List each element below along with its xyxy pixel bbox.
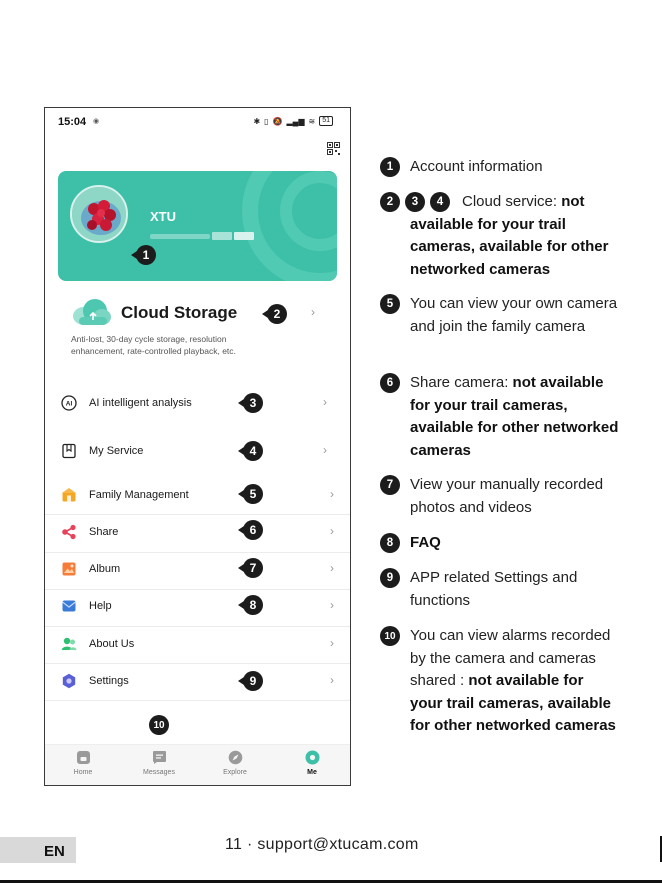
- chevron-right-icon: ›: [330, 636, 334, 650]
- help-icon: [61, 598, 77, 614]
- menu-label: Album: [89, 563, 121, 575]
- chevron-right-icon: ›: [330, 673, 334, 687]
- badge-6: 6: [243, 520, 263, 540]
- wifi-icon: ≋: [308, 116, 316, 126]
- messages-icon: [152, 750, 167, 765]
- nav-messages-label: Messages: [143, 769, 175, 776]
- menu-label: Help: [89, 600, 112, 612]
- chevron-right-icon: ›: [330, 487, 334, 501]
- status-time: 15:04: [58, 116, 87, 128]
- menu-label: AI intelligent analysis: [89, 397, 192, 409]
- explore-compass-icon: [228, 750, 243, 765]
- divider: [45, 626, 350, 627]
- nav-home-label: Home: [73, 769, 93, 776]
- legend-text: You can view your own camera and join the family camera: [410, 295, 618, 335]
- battery-icon: 51: [319, 116, 333, 126]
- legend-text: Cloud service: not available for your trail cameras, available for other networked cameras: [410, 193, 609, 278]
- share-icon: [61, 524, 77, 540]
- legend-badge: 3: [405, 192, 425, 212]
- legend-badge: 1: [380, 157, 400, 177]
- album-icon: [61, 561, 77, 577]
- menu-label: About Us: [89, 638, 135, 650]
- status-icons: [253, 116, 333, 126]
- menu-share[interactable]: [45, 517, 350, 547]
- cloud-storage-title[interactable]: Cloud Storage: [121, 303, 238, 322]
- nav-me[interactable]: [282, 750, 342, 776]
- legend-badge: 10: [380, 626, 400, 646]
- divider: [45, 552, 350, 553]
- about-icon: [61, 636, 77, 652]
- page-number-and-email: 11 · support@xtucam.com: [225, 836, 419, 853]
- legend-badge: 4: [430, 192, 450, 212]
- menu-label: Family Management: [89, 489, 189, 501]
- language-label: EN: [44, 843, 65, 860]
- nav-explore-label: Explore: [223, 769, 247, 776]
- chevron-right-icon: ›: [323, 395, 327, 409]
- account-card[interactable]: [58, 171, 337, 281]
- me-icon: [305, 750, 320, 765]
- legend-text: You can view alarms recorded by the camera and cameras shared : not available for your trail cameras, available for other networked cameras: [410, 627, 616, 734]
- cloud-storage-description: Anti-lost, 30-day cycle storage, resolution enhancement, rate-controlled playback, etc.: [71, 334, 236, 356]
- menu-family-management[interactable]: [45, 480, 350, 510]
- mute-icon: 🔕: [272, 116, 283, 126]
- menu-my-service[interactable]: [45, 436, 350, 466]
- bluetooth-icon: ✱: [253, 116, 261, 126]
- menu-label: My Service: [89, 445, 144, 457]
- menu-ai-analysis[interactable]: [45, 388, 350, 418]
- badge-9: 9: [243, 671, 263, 691]
- signal-icon: ▂▄▆: [286, 116, 305, 126]
- chevron-right-icon: ›: [330, 598, 334, 612]
- masked-account-id: [150, 231, 256, 241]
- svg-text:AI: AI: [65, 400, 73, 408]
- bookmark-icon: [61, 443, 77, 459]
- settings-gear-icon: [61, 673, 77, 689]
- divider: [45, 589, 350, 590]
- badge-5: 5: [243, 484, 263, 504]
- badge-8: 8: [243, 595, 263, 615]
- badge-10: 10: [149, 715, 169, 735]
- divider: [45, 700, 350, 701]
- menu-help[interactable]: [45, 591, 350, 621]
- legend-text: APP related Settings and functions: [410, 569, 578, 609]
- legend-text: View your manually recorded photos and videos: [410, 476, 604, 516]
- family-icon: [61, 487, 77, 503]
- chevron-right-icon: ›: [330, 524, 334, 538]
- legend-badge: 9: [380, 568, 400, 588]
- nav-home[interactable]: [53, 750, 113, 776]
- nav-messages[interactable]: [129, 750, 189, 776]
- avatar[interactable]: [70, 185, 128, 243]
- menu-label: Settings: [89, 675, 129, 687]
- legend-text: FAQ: [410, 534, 441, 551]
- legend-badge: 6: [380, 373, 400, 393]
- nav-me-label: Me: [307, 769, 317, 776]
- badge-2: 2: [267, 304, 287, 324]
- legend-text: Share camera: not available for your trail cameras, available for other networked cameras: [410, 374, 619, 459]
- menu-settings[interactable]: [45, 666, 350, 696]
- badge-4: 4: [243, 441, 263, 461]
- badge-7: 7: [243, 558, 263, 578]
- divider: [45, 663, 350, 664]
- legend-badge: 5: [380, 294, 400, 314]
- menu-label: Share: [89, 526, 119, 538]
- chevron-right-icon: ›: [323, 443, 327, 457]
- status-bar: [45, 108, 350, 136]
- legend-badge: 2: [380, 192, 400, 212]
- legend-badge: 8: [380, 533, 400, 553]
- cloud-icon: [71, 298, 111, 326]
- chevron-right-icon[interactable]: ›: [311, 305, 315, 319]
- username: XTU: [150, 209, 176, 224]
- bottom-nav: [45, 744, 350, 786]
- menu-about-us[interactable]: [45, 629, 350, 659]
- nav-explore[interactable]: [205, 750, 265, 776]
- divider: [45, 514, 350, 515]
- menu-album[interactable]: [45, 554, 350, 584]
- badge-3: 3: [243, 393, 263, 413]
- badge-1: 1: [136, 245, 156, 265]
- legend-text: Account information: [410, 158, 543, 175]
- home-icon: [76, 750, 91, 765]
- phone-screenshot: [44, 107, 351, 786]
- vibrate-icon: ▯: [264, 116, 269, 126]
- ai-icon: [61, 395, 77, 411]
- legend-badge: 7: [380, 475, 400, 495]
- chevron-right-icon: ›: [330, 561, 334, 575]
- location-icon: ◉: [93, 118, 100, 125]
- qr-code-icon[interactable]: [327, 142, 340, 155]
